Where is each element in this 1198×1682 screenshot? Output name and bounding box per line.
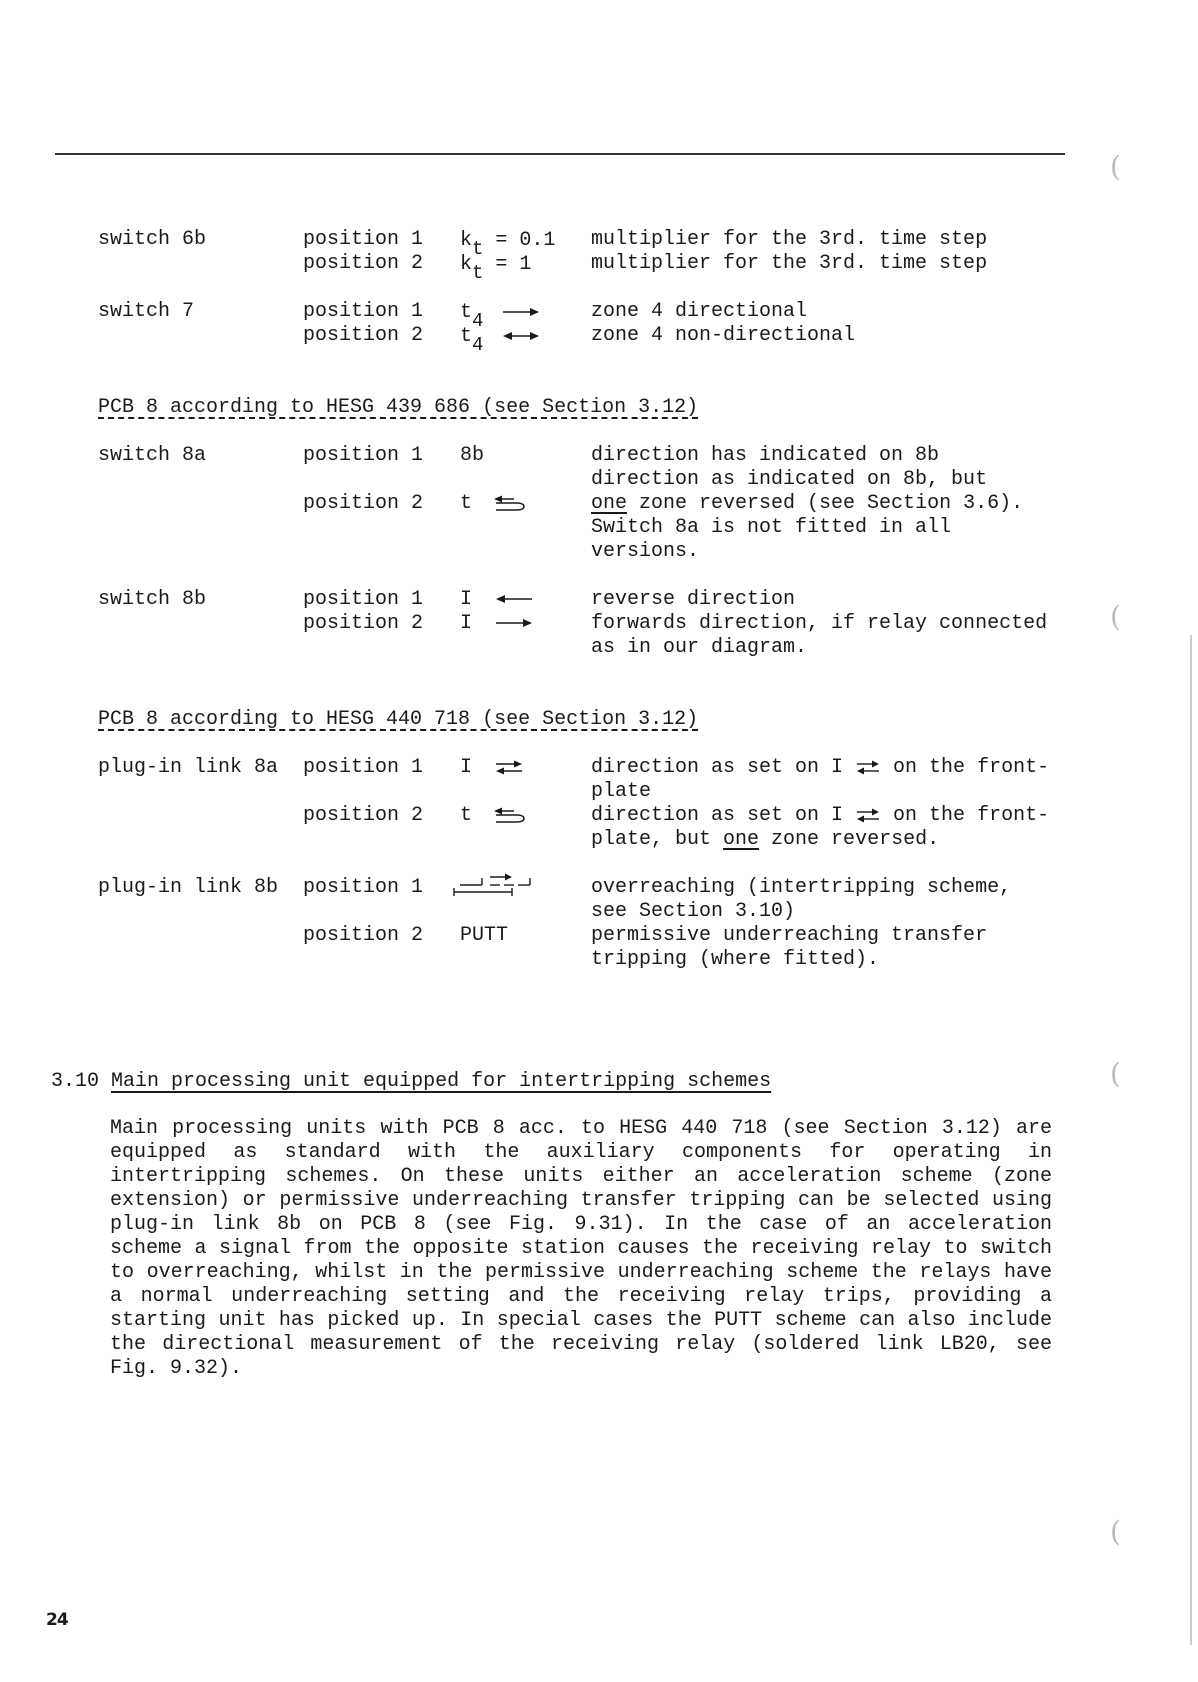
- link-8b-sym2: PUTT: [460, 924, 509, 947]
- link-8a-sym2: t: [460, 804, 528, 828]
- link-8b-desc2b: tripping (where fitted).: [591, 948, 880, 971]
- switch-8a-desc1: direction has indicated on 8b: [591, 444, 940, 467]
- switch-8a-sym1: 8b: [460, 444, 485, 467]
- switch-6b-pos1: position 1: [303, 228, 424, 251]
- page-edge: [1190, 635, 1192, 1645]
- link-8b-desc2: permissive underreaching transfer: [591, 924, 988, 947]
- arrow-left-icon: [494, 593, 534, 605]
- switch-6b-desc2: multiplier for the 3rd. time step: [591, 252, 988, 275]
- arrow-bidirectional-icon: [501, 330, 541, 342]
- switch-7-desc1: zone 4 directional: [591, 300, 808, 323]
- margin-mark: (: [1110, 1057, 1121, 1090]
- arrow-right-icon: [494, 617, 534, 629]
- section-title: Main processing unit equipped for intertripping schemes: [111, 1070, 772, 1093]
- switch-7-pos1: position 1: [303, 300, 424, 323]
- switch-8a-desc1b: direction as indicated on 8b, but: [591, 468, 988, 491]
- switch-8a-sym2: t: [460, 492, 528, 516]
- link-8b-label: plug-in link 8b: [98, 876, 279, 899]
- link-8a-label: plug-in link 8a: [98, 756, 279, 779]
- switch-6b-desc1: multiplier for the 3rd. time step: [591, 228, 988, 251]
- switch-7-pos2: position 2: [303, 324, 424, 347]
- link-8a-desc2c: plate, but one zone reversed.: [591, 828, 940, 851]
- switch-7-sym1: t4: [460, 300, 541, 325]
- direction-switch-icon: [855, 807, 881, 823]
- switch-8b-pos1: position 1: [303, 588, 424, 611]
- pcb-439686-heading: PCB 8 according to HESG 439 686 (see Section 3.12): [98, 396, 699, 419]
- switch-8b-pos2: position 2: [303, 612, 424, 635]
- switch-8a-desc2c: versions.: [591, 540, 700, 563]
- switch-7-label: switch 7: [98, 300, 195, 323]
- switch-8a-label: switch 8a: [98, 444, 207, 467]
- switch-8a-desc2b: Switch 8a is not fitted in all: [591, 516, 952, 539]
- switch-6b-label: switch 6b: [98, 228, 207, 251]
- section-paragraph: [110, 1117, 1052, 1381]
- section-heading: [51, 1070, 771, 1094]
- pcb-440718-heading: PCB 8 according to HESG 440 718 (see Section 3.12): [98, 708, 699, 731]
- link-8a-pos2: position 2: [303, 804, 424, 827]
- page-number: 24: [46, 1610, 68, 1630]
- link-8a-desc1c: plate: [591, 780, 652, 803]
- switch-6b-pos2: position 2: [303, 252, 424, 275]
- link-8a-pos1: position 1: [303, 756, 424, 779]
- section-body: Main processing units with PCB 8 acc. to HESG 440 718 (see Section 3.12) are equipped as standard with the auxiliary components for operating in intertripping schemes. On these units either an acceleration scheme (zone extension) or permissive underreaching transfer tripping can be selected using plug-in link 8b on PCB 8 (see Fig. 9.31). In the case of an acceleration scheme a signal from the opposite station causes the receiving relay to switch to overreaching, whilst in the permissive underreaching scheme the relays have a normal underreaching setting and the receiving relay trips, providing a starting unit has picked up. In special cases the PUTT scheme can also include the directional measurement of the receiving relay (soldered link LB20, see Fig. 9.32).: [110, 1117, 1052, 1380]
- link-8a-sym1: I: [460, 756, 524, 780]
- switch-8a-pos1: position 1: [303, 444, 424, 467]
- link-8b-pos2: position 2: [303, 924, 424, 947]
- section-number: 3.10: [51, 1070, 100, 1093]
- zone-reverse-icon: [492, 495, 528, 511]
- margin-mark: (: [1110, 150, 1121, 183]
- switch-6b-sym1: kt = 0.1: [460, 229, 556, 260]
- switch-8b-desc2: forwards direction, if relay connected: [591, 612, 1048, 635]
- switch-7-sym2: t4: [460, 324, 541, 349]
- overreach-icon: [452, 868, 536, 898]
- switch-8b-label: switch 8b: [98, 588, 207, 611]
- switch-8a-desc2: one zone reversed (see Section 3.6).: [591, 492, 1024, 515]
- zone-reverse-icon: [492, 807, 528, 823]
- switch-8b-desc1: reverse direction: [591, 588, 796, 611]
- link-8a-desc1: direction as set on I on the front-: [591, 756, 1050, 779]
- overreach-symbol: [452, 868, 536, 898]
- margin-mark: (: [1110, 1515, 1121, 1548]
- link-8a-desc2: direction as set on I on the front-: [591, 804, 1050, 827]
- switch-8b-sym2: I: [460, 612, 534, 636]
- direction-switch-icon: [494, 759, 524, 775]
- switch-6b-sym2: kt = 1: [460, 253, 532, 284]
- margin-mark: (: [1110, 600, 1121, 633]
- link-8b-desc1b: see Section 3.10): [591, 900, 796, 923]
- arrow-right-icon: [501, 306, 541, 318]
- link-8b-pos1: position 1: [303, 876, 424, 899]
- switch-8b-desc2b: as in our diagram.: [591, 636, 808, 659]
- switch-8b-sym1: I: [460, 588, 534, 612]
- switch-8a-pos2: position 2: [303, 492, 424, 515]
- direction-switch-icon: [855, 759, 881, 775]
- switch-7-desc2: zone 4 non-directional: [591, 324, 856, 347]
- link-8b-desc1: overreaching (intertripping scheme,: [591, 876, 1012, 899]
- header-rule: [55, 153, 1065, 155]
